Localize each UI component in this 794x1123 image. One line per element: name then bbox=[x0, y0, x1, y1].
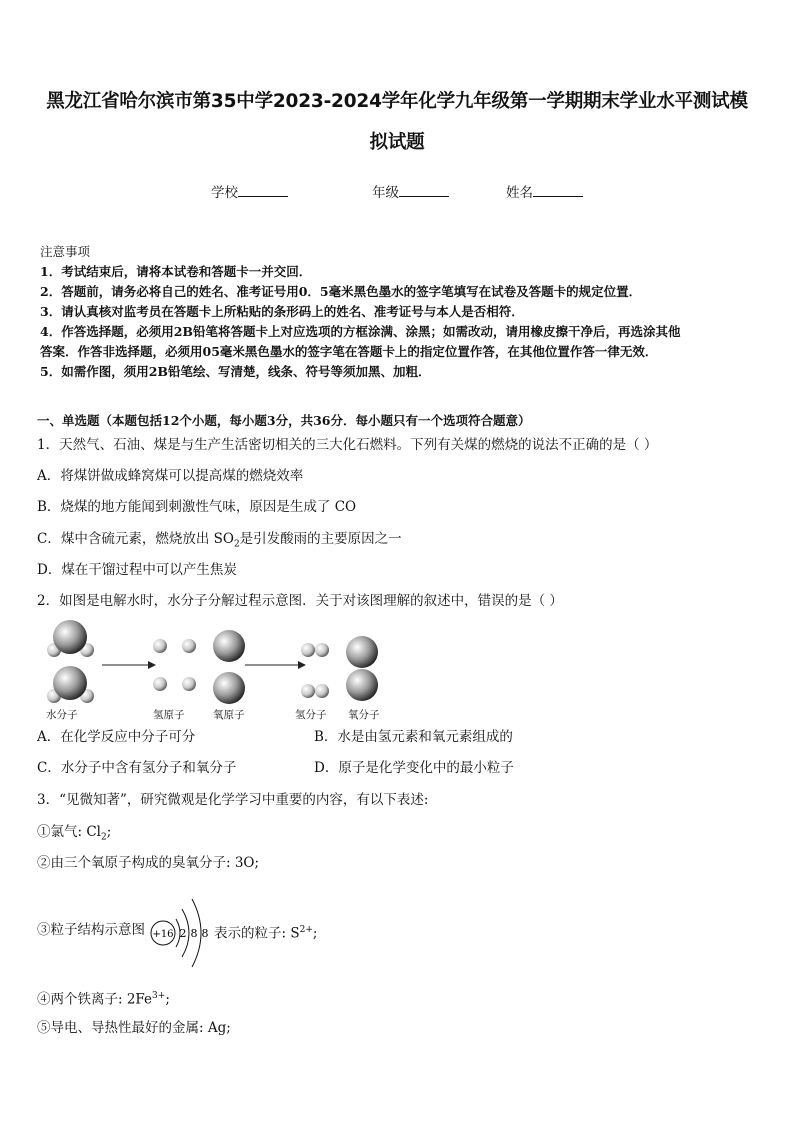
name-field: 姓名 bbox=[506, 181, 583, 201]
oxygen-atom-icon bbox=[213, 672, 245, 704]
q2-option-a[interactable]: A．在化学反应中分子可分 bbox=[37, 729, 196, 745]
q1-option-b[interactable]: B．烧煤的地方能闻到刺激性气味，原因是生成了 CO bbox=[37, 499, 357, 515]
hydrogen-molecule-icon bbox=[301, 684, 315, 698]
q1-stem: 1．天然气、石油、煤是与生产生活密切相关的三大化石燃料。下列有关煤的燃烧的说法不正确的是（ ） bbox=[37, 437, 658, 453]
q3-statement-1: ①氯气: $Cl_2$; bbox=[37, 824, 112, 843]
note-item: 5．如需作图，须用2B铅笔绘、写清楚，线条、符号等须加黑、加粗． bbox=[40, 364, 431, 379]
note-item: 1．考试结束后，请将本试卷和答题卡一并交回． bbox=[40, 264, 312, 279]
note-item: 2．答题前，请务必将自己的姓名、准考证号用0．5毫米黑色墨水的签字笔填写在试卷及答题卡的规定位置． bbox=[40, 284, 642, 299]
nucleus-charge: +16 bbox=[152, 929, 174, 940]
hydrogen-atom-icon bbox=[153, 677, 167, 691]
label-water-molecule: 水分子 bbox=[46, 709, 78, 721]
school-field: 学校 bbox=[211, 181, 288, 201]
q3-statement-5: ⑤导电、导热性最好的金属: Ag; bbox=[37, 1020, 231, 1036]
label-hydrogen-atom: 氢原子 bbox=[153, 709, 185, 721]
name-input-line[interactable] bbox=[533, 184, 583, 197]
notes-heading: 注意事项 bbox=[40, 244, 91, 259]
sulfur-structure-diagram bbox=[148, 893, 218, 973]
shell-3-count: 8 bbox=[201, 927, 209, 940]
school-input-line[interactable] bbox=[238, 184, 288, 197]
arrow-icon bbox=[298, 661, 306, 669]
oxygen-molecule-icon bbox=[346, 636, 378, 668]
q1-option-c[interactable]: C．煤中含硫元素，燃烧放出 $SO_2$是引发酸雨的主要原因之一 bbox=[37, 531, 402, 550]
arrow-icon bbox=[148, 661, 156, 669]
oxygen-atom-icon bbox=[213, 630, 245, 662]
q3-statement-3: ③粒子结构示意图 bbox=[37, 922, 145, 938]
label-hydrogen-molecule: 氢分子 bbox=[295, 709, 327, 721]
hydrogen-atom-icon bbox=[182, 677, 196, 691]
page-title: 黑龙江省哈尔滨市第35中学2023-2024学年化学九年级第一学期期末学业水平测试模 bbox=[46, 91, 748, 112]
hydrogen-molecule-icon bbox=[301, 643, 315, 657]
water-molecule-icon bbox=[47, 620, 94, 657]
note-item: 4．作答选择题，必须用2B铅笔将答题卡上对应选项的方框涂满、涂黑；如需改动，请用橡皮擦干净后，再选涂其他 bbox=[40, 324, 681, 339]
q2-option-c[interactable]: C．水分子中含有氢分子和氧分子 bbox=[37, 760, 237, 776]
q3-statement-2: ②由三个氧原子构成的臭氧分子: 3O; bbox=[37, 855, 260, 871]
hydrogen-atom-icon bbox=[153, 639, 167, 653]
hydrogen-atom-icon bbox=[182, 639, 196, 653]
q3-statement-3-tail: 表示的粒子: $S^{2+}$; bbox=[214, 925, 318, 942]
q1-option-a[interactable]: A．将煤饼做成蜂窝煤可以提高煤的燃烧效率 bbox=[37, 468, 304, 484]
note-item: 3．请认真核对监考员在答题卡上所粘贴的条形码上的姓名、准考证号与本人是否相符． bbox=[40, 304, 524, 319]
water-molecule-icon bbox=[47, 666, 94, 703]
label-oxygen-atom: 氧原子 bbox=[213, 709, 245, 721]
q2-option-d[interactable]: D．原子是化学变化中的最小粒子 bbox=[314, 760, 514, 776]
q2-option-b[interactable]: B．水是由氢元素和氧元素组成的 bbox=[314, 729, 513, 745]
grade-input-line[interactable] bbox=[399, 184, 449, 197]
label-oxygen-molecule: 氧分子 bbox=[348, 709, 380, 721]
section-heading: 一、单选题（本题包括12个小题，每小题3分，共36分．每小题只有一个选项符合题意） bbox=[37, 413, 531, 428]
grade-field: 年级 bbox=[372, 181, 449, 201]
page-title-line2: 拟试题 bbox=[369, 132, 425, 153]
note-item: 答案．作答非选择题，必须用05毫米黑色墨水的签字笔在答题卡上的指定位置作答，在其他位置作答一律无效． bbox=[40, 344, 658, 359]
shell-2-count: 8 bbox=[190, 927, 198, 940]
q1-option-d[interactable]: D．煤在干馏过程中可以产生焦炭 bbox=[37, 562, 237, 578]
shell-1-count: 2 bbox=[179, 927, 187, 940]
q3-stem: 3．“见微知著”，研究微观是化学学习中重要的内容，有以下表述: bbox=[37, 792, 429, 808]
q2-stem: 2．如图是电解水时，水分子分解过程示意图．关于对该图理解的叙述中，错误的是（ ） bbox=[37, 593, 563, 609]
q3-statement-4: ④两个铁离子: $2Fe^{3+}$; bbox=[37, 991, 170, 1008]
notes-block bbox=[40, 242, 760, 382]
